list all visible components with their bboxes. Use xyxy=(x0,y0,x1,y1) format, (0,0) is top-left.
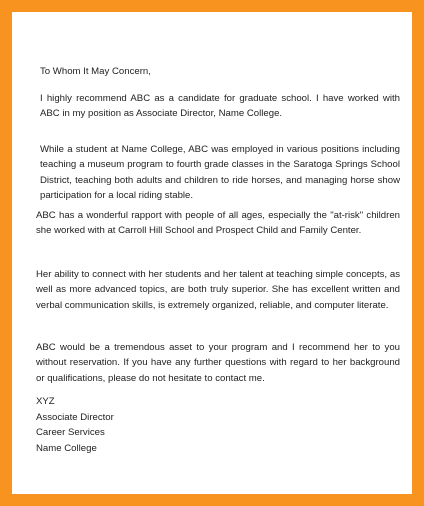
signature-title: Associate Director xyxy=(36,412,114,423)
paragraph-closing: ABC would be a tremendous asset to your program and I recommend her to you without reservation. If you have any further questions with regard to her background or qualifications, please do not hesitate to contact me. xyxy=(36,342,400,384)
signature-department: Career Services xyxy=(36,427,105,438)
salutation: To Whom It May Concern, xyxy=(40,66,151,77)
paragraph-rapport: ABC has a wonderful rapport with people of all ages, especially the "at-risk" children she worked with at Carroll Hill School and Prospect Child and Family Center. xyxy=(36,210,400,237)
paragraph-employment: While a student at Name College, ABC was employed in various positions including teaching a museum program to fourth grade classes in the Saratoga Springs School District, teaching both adults and children to ride horses, and managing horse show participation for a local riding stable. xyxy=(40,144,400,202)
paragraph-recommendation: I highly recommend ABC as a candidate for graduate school. I have worked with ABC in my position as Associate Director, Name College. xyxy=(40,93,400,120)
letter-page xyxy=(12,12,412,494)
signature-name: XYZ xyxy=(36,396,55,407)
signature-institution: Name College xyxy=(36,443,97,454)
paragraph-skills: Her ability to connect with her students and her talent at teaching simple concepts, as well as more advanced topics, are both truly superior. She has excellent written and verbal communication skills, is extremely organized, reliable, and computer literate. xyxy=(36,269,400,311)
